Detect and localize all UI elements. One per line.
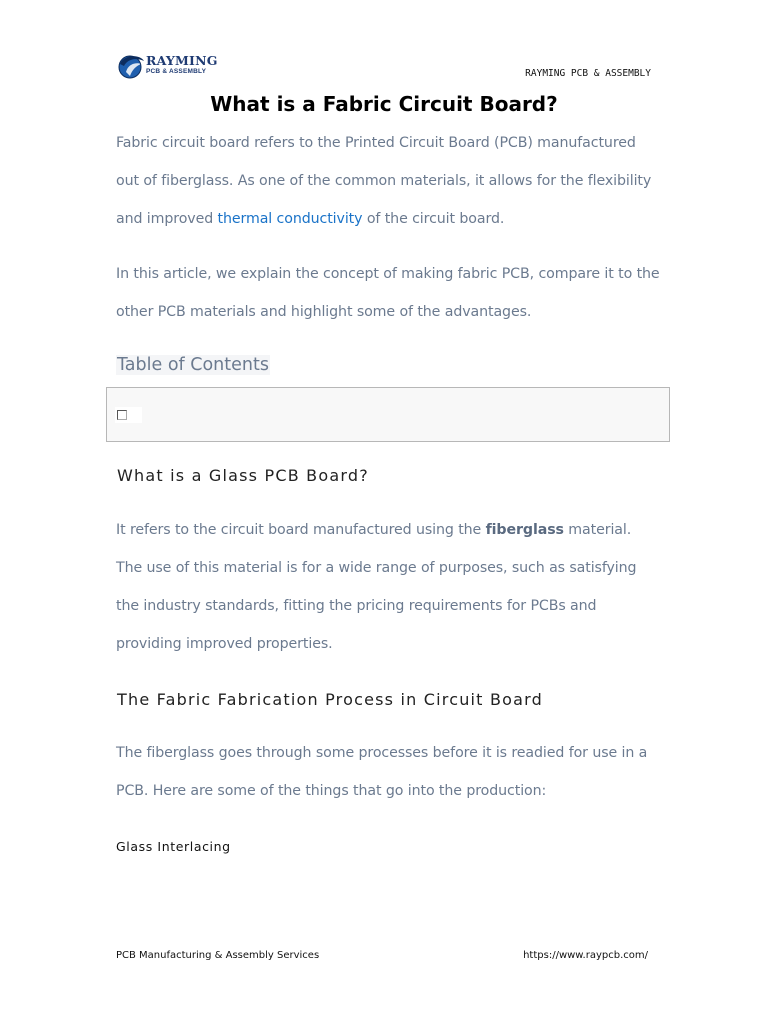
fiberglass-term: fiberglass: [485, 522, 564, 538]
page-title: What is a Fabric Circuit Board?: [210, 92, 558, 116]
rayming-logo[interactable]: [116, 52, 216, 80]
footer-services-text: PCB Manufacturing & Assembly Services: [116, 950, 320, 961]
footer-website-url[interactable]: https://www.raypcb.com/: [523, 950, 648, 961]
logo-name: RAYMING: [146, 53, 218, 68]
logo-subtitle: PCB & ASSEMBLY: [146, 68, 207, 75]
section1-text-after-bold: material. The use of this material is for a wide range of purposes, such as satisfying the industry standards, fitting the pricing requirements for PCBs and providing improved properties.: [116, 522, 637, 652]
checkbox-icon: [117, 410, 127, 420]
intro-paragraph-1: [116, 124, 661, 238]
intro-paragraph-2: In this article, we explain the concept of making fabric PCB, compare it to the other PCB materials and highlight some of the advantages.: [116, 266, 660, 320]
rayming-swirl-logo-icon: [116, 52, 146, 80]
section-heading-fabrication-process: The Fabric Fabrication Process in Circuit Board: [117, 690, 543, 709]
intro-text-before-link: Fabric circuit board refers to the Printed Circuit Board (PCB) manufactured out of fiberglass. As one of the common materials, it allows for the flexibility and improved: [116, 135, 652, 227]
section2-paragraph: The fiberglass goes through some processes before it is readied for use in a PCB. Here are some of the things that go into the production:: [116, 745, 648, 799]
subheading-glass-interlacing: Glass Interlacing: [116, 839, 231, 854]
toc-label: Table of Contents: [117, 355, 269, 375]
section1-text-before-bold: It refers to the circuit board manufactured using the: [116, 522, 486, 538]
section-heading-glass-pcb: What is a Glass PCB Board?: [117, 466, 369, 485]
toc-container: [106, 387, 670, 442]
header-company-name: RAYMING PCB & ASSEMBLY: [525, 68, 651, 79]
intro-text-after-link: of the circuit board.: [362, 211, 505, 227]
thermal-conductivity-link[interactable]: thermal conductivity: [217, 211, 363, 227]
toc-toggle[interactable]: [115, 407, 142, 423]
section1-paragraph: [116, 511, 661, 663]
